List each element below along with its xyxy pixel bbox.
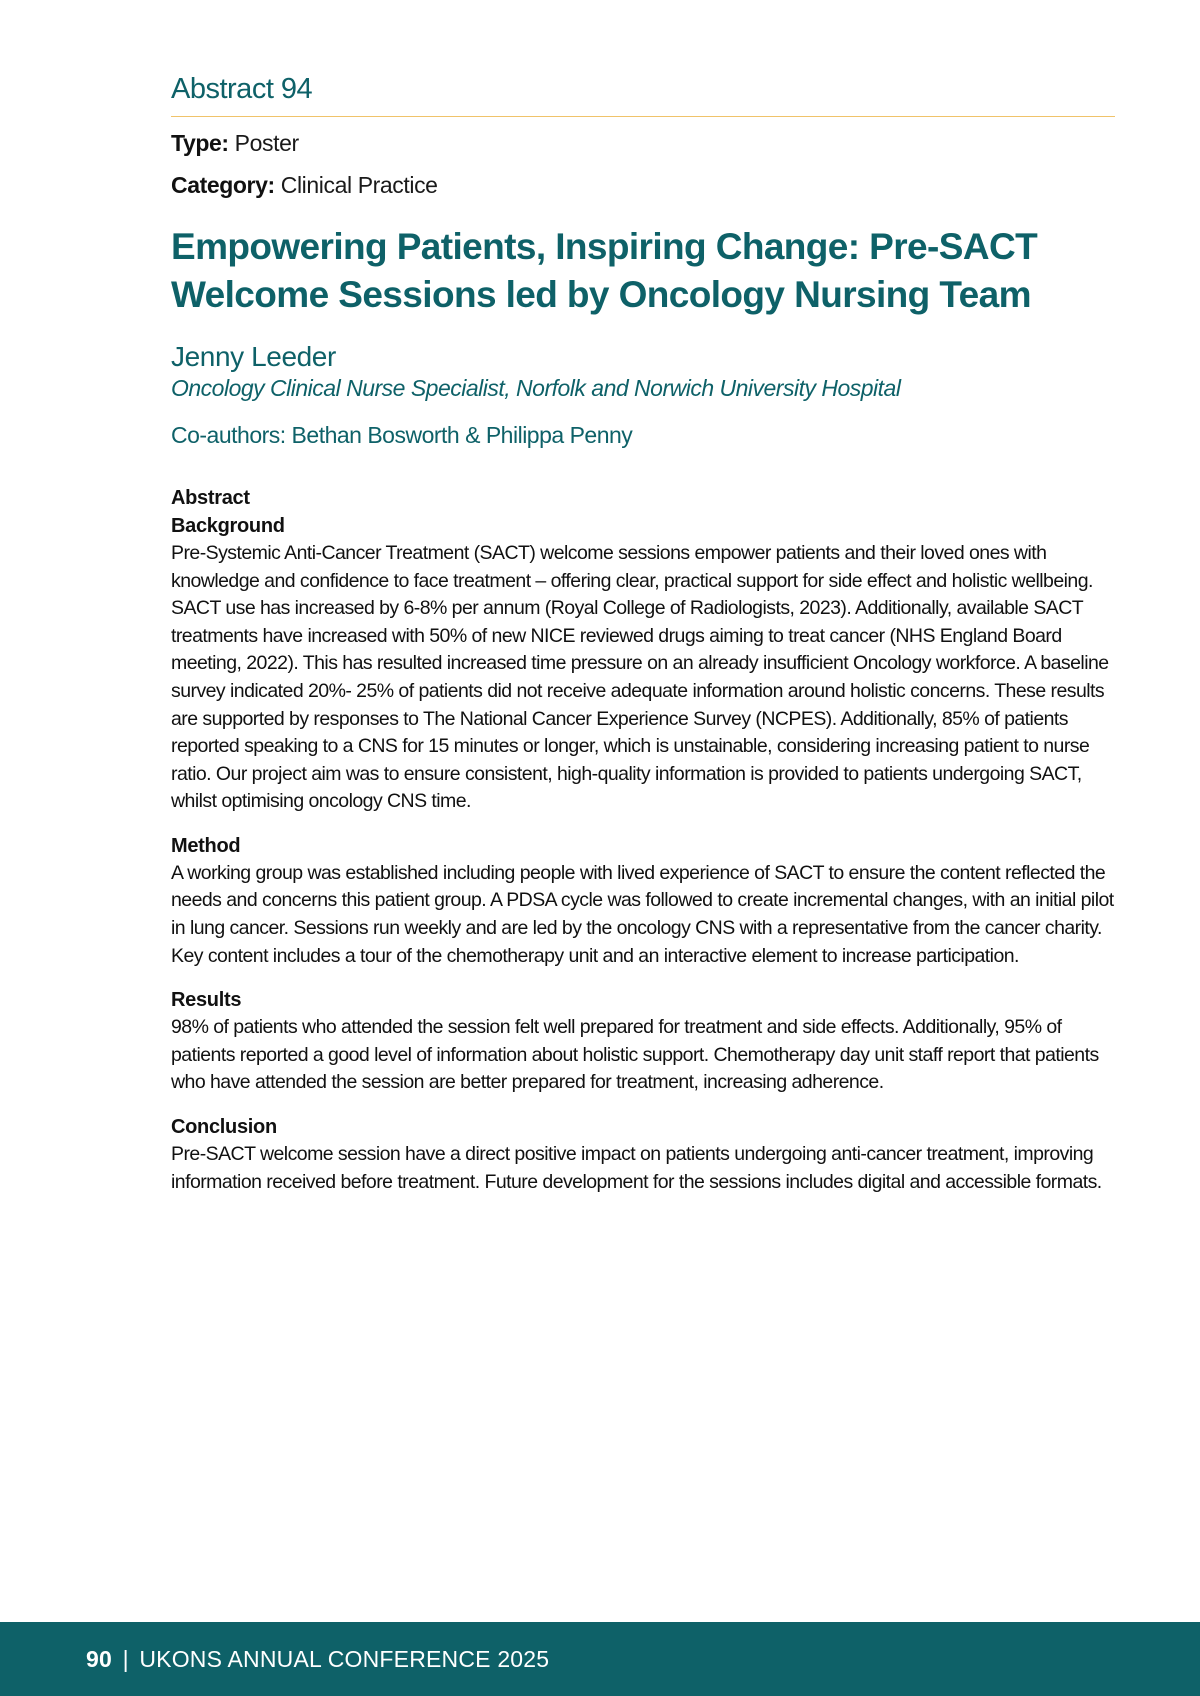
page-number: 90 (86, 1645, 112, 1672)
section-heading: Method (171, 834, 241, 857)
results-section (171, 986, 1115, 1097)
footer-bar (0, 1622, 1200, 1696)
co-authors: Co-authors: Bethan Bosworth & Philippa Penny (171, 422, 633, 449)
type-value: Poster (234, 129, 299, 156)
category-value: Clinical Practice (280, 171, 438, 198)
section-text: Pre-SACT welcome session have a direct positive impact on patients undergoing anti-cancer treatment, improving information received before treatment. Future development for the sessions includes digital and accessible formats. (171, 1143, 1102, 1193)
section-text: A working group was established including people with lived experience of SACT to ensure the content reflected the needs and concerns this patient group. A PDSA cycle was followed to create incremental changes, with an initial pilot in lung cancer. Sessions run weekly and are led by the oncology CNS with a representative from the cancer charity. Key content includes a tour of the chemotherapy unit and an interactive element to increase participation. (171, 861, 1114, 967)
section-heading: Conclusion (171, 1116, 277, 1139)
type-line (171, 129, 1115, 159)
abstract-page (171, 72, 1115, 1196)
footer-separator: | (122, 1645, 129, 1672)
section-heading: Results (171, 989, 242, 1012)
category-line (171, 171, 1115, 201)
author-name: Jenny Leeder (171, 340, 336, 372)
section-heading: Background (171, 514, 285, 537)
footer-text (86, 1646, 549, 1673)
background-section (171, 512, 1115, 816)
conclusion-section (171, 1113, 1115, 1196)
abstract-number: Abstract 94 (171, 73, 313, 105)
article-title-line-2: Welcome Sessions led by Oncology Nursing Team (171, 273, 1031, 315)
article-title (171, 223, 1115, 319)
section-text: 98% of patients who attended the session felt well prepared for treatment and side effects. Additionally, 95% of patients reported a good level of information about holistic support. Chemotherapy day unit staff report that patients who have attended the session are better prepared for treatment, increasing adherence. (171, 1016, 1099, 1094)
type-label: Type: (171, 129, 229, 156)
category-label: Category: (171, 171, 275, 198)
section-text: Pre-Systemic Anti-Cancer Treatment (SACT) welcome sessions empower patients and their loved ones with knowledge and confidence to face treatment – offering clear, practical support for side effect and holistic wellbeing. SACT use has increased by 6-8% per annum (Royal College of Radiologists, 2023). Additionally, available SACT treatments have increased with 50% of new NICE reviewed drugs aiming to treat cancer (NHS England Board meeting, 2022). This has resulted increased time pressure on an already insufficient Oncology workforce. A baseline survey indicated 20%- 25% of patients did not receive adequate information around holistic concerns. These results are supported by responses to The National Cancer Experience Survey (NCPES). Additionally, 85% of patients reported speaking to a CNS for 15 minutes or longer, which is unstainable, considering increasing patient to nurse ratio. Our project aim was to ensure consistent, high-quality information is provided to patients undergoing SACT, whilst optimising oncology CNS time. (171, 541, 1109, 813)
header-divider (171, 116, 1115, 117)
conference-name: UKONS ANNUAL CONFERENCE 2025 (139, 1645, 550, 1672)
method-section (171, 832, 1115, 970)
abstract-heading: Abstract (171, 486, 250, 509)
author-affiliation: Oncology Clinical Nurse Specialist, Norfolk and Norwich University Hospital (171, 374, 901, 401)
article-title-line-1: Empowering Patients, Inspiring Change: Pre-SACT (171, 225, 1038, 267)
